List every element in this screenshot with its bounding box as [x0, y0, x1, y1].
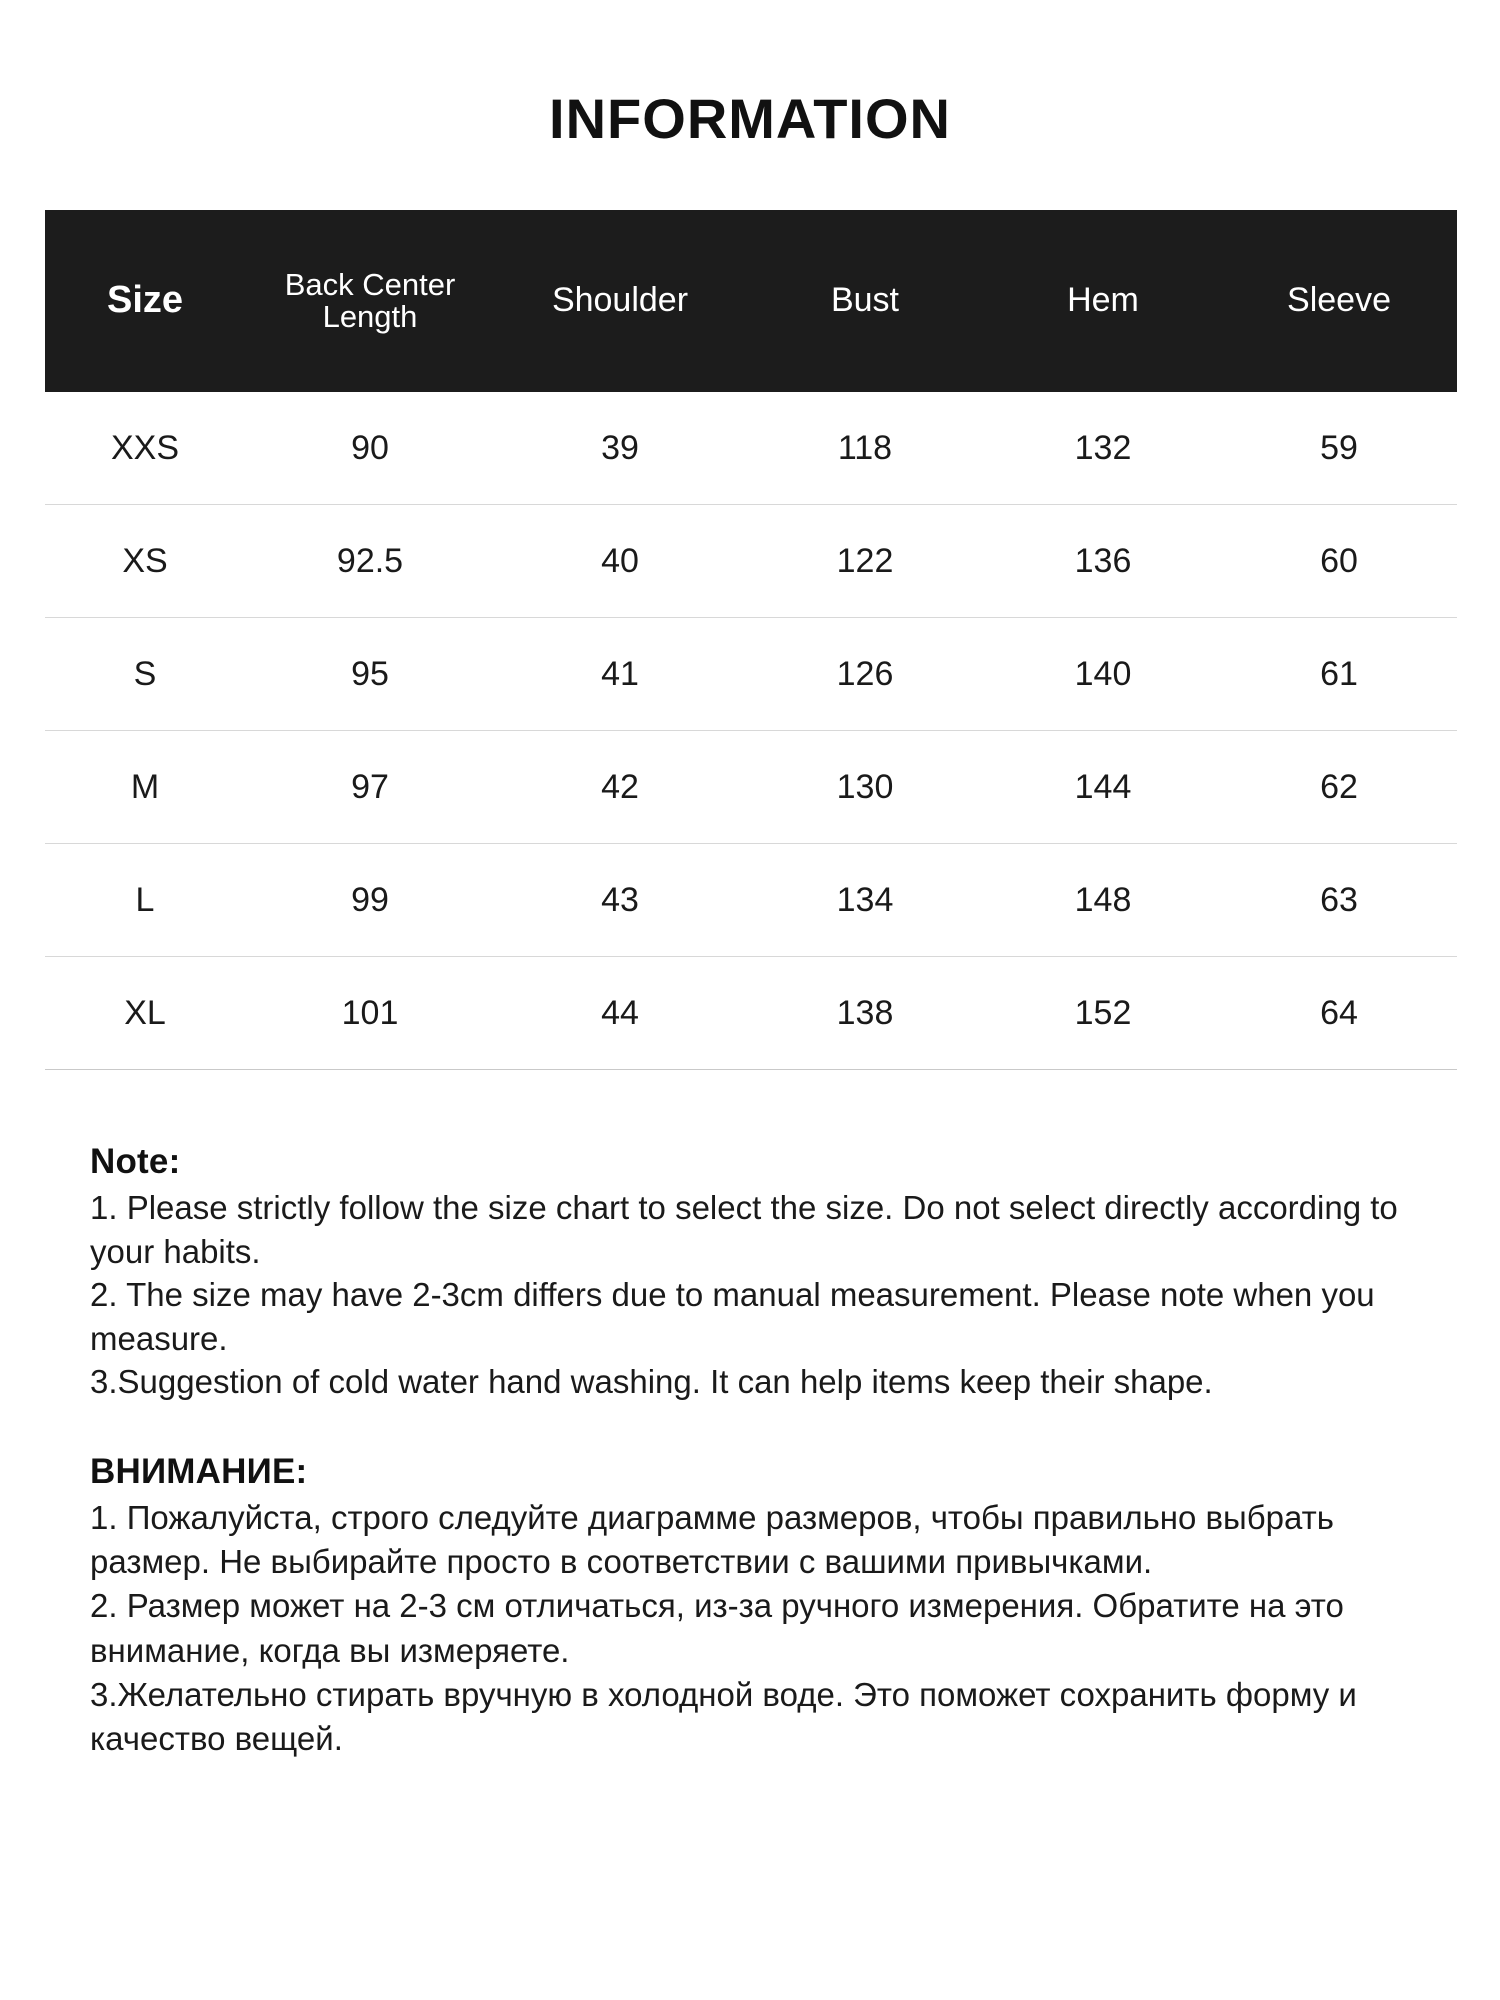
table-cell-measurement: 60 — [1221, 505, 1457, 618]
column-header-bust: Bust — [745, 210, 985, 392]
table-cell-measurement: 41 — [495, 618, 745, 731]
table-cell-size: XS — [45, 505, 245, 618]
table-cell-measurement: 118 — [745, 392, 985, 505]
column-header-back-center-length-line2: Length — [322, 299, 418, 335]
table-cell-measurement: 59 — [1221, 392, 1457, 505]
table-cell-measurement: 43 — [495, 844, 745, 957]
notes-russian-line-1: 1. Пожалуйста, строго следуйте диаграмме размеров, чтобы правильно выбрать размер. Не выбирайте просто в соответствии с вашими привычками. — [90, 1498, 1334, 1581]
table-cell-measurement: 40 — [495, 505, 745, 618]
table-cell-measurement: 140 — [985, 618, 1221, 731]
table-row — [45, 844, 1457, 957]
table-cell-measurement: 64 — [1221, 957, 1457, 1070]
table-cell-measurement: 122 — [745, 505, 985, 618]
table-cell-measurement: 136 — [985, 505, 1221, 618]
table-cell-measurement: 152 — [985, 957, 1221, 1070]
table-cell-measurement: 130 — [745, 731, 985, 844]
table-cell-size: XL — [45, 957, 245, 1070]
table-cell-measurement: 62 — [1221, 731, 1457, 844]
table-row — [45, 957, 1457, 1070]
column-header-hem: Hem — [985, 210, 1221, 392]
table-cell-measurement: 126 — [745, 618, 985, 731]
table-cell-measurement: 148 — [985, 844, 1221, 957]
table-header — [45, 210, 1457, 392]
column-header-shoulder: Shoulder — [495, 210, 745, 392]
table-cell-measurement: 138 — [745, 957, 985, 1070]
column-header-back-center-length-line1: Back Center — [284, 266, 456, 302]
table-cell-measurement: 97 — [245, 731, 495, 844]
notes-russian-line-3: 3.Желательно стирать вручную в холодной воде. Это поможет сохранить форму и качество вещей. — [90, 1675, 1357, 1758]
column-header-sleeve: Sleeve — [1221, 210, 1457, 392]
table-cell-measurement: 95 — [245, 618, 495, 731]
table-header-row — [45, 210, 1457, 392]
table-cell-measurement: 99 — [245, 844, 495, 957]
table-cell-measurement: 63 — [1221, 844, 1457, 957]
size-chart-table — [45, 210, 1457, 1070]
notes-english-line-1: 1. Please strictly follow the size chart to select the size. Do not select directly according to your habits. — [90, 1189, 1398, 1270]
table-cell-measurement: 39 — [495, 392, 745, 505]
notes-english-line-2: 2. The size may have 2-3cm differs due to manual measurement. Please note when you measure. — [90, 1276, 1375, 1357]
table-cell-size: M — [45, 731, 245, 844]
notes-english — [90, 1142, 1410, 1404]
table-cell-size: XXS — [45, 392, 245, 505]
notes-english-heading: Note: — [90, 1142, 181, 1182]
size-chart-container — [45, 210, 1455, 1070]
notes-english-line-3: 3.Suggestion of cold water hand washing. It can help items keep their shape. — [90, 1363, 1213, 1401]
table-cell-measurement: 61 — [1221, 618, 1457, 731]
table-row — [45, 392, 1457, 505]
table-cell-measurement: 42 — [495, 731, 745, 844]
column-header-size: Size — [45, 210, 245, 392]
table-body — [45, 392, 1457, 1070]
table-cell-measurement: 44 — [495, 957, 745, 1070]
table-cell-measurement: 134 — [745, 844, 985, 957]
table-row — [45, 731, 1457, 844]
table-cell-size: L — [45, 844, 245, 957]
table-cell-measurement: 92.5 — [245, 505, 495, 618]
table-cell-measurement: 144 — [985, 731, 1221, 844]
table-cell-size: S — [45, 618, 245, 731]
notes-russian-heading: ВНИМАНИЕ: — [90, 1451, 308, 1491]
table-row — [45, 505, 1457, 618]
table-cell-measurement: 90 — [245, 392, 495, 505]
table-row — [45, 618, 1457, 731]
table-cell-measurement: 101 — [245, 957, 495, 1070]
notes-russian — [90, 1452, 1410, 1761]
page-title: INFORMATION — [549, 87, 951, 150]
notes-section — [45, 1142, 1455, 1761]
notes-russian-line-2: 2. Размер может на 2-3 см отличаться, из-за ручного измерения. Обратите на это внимание, когда вы измеряете. — [90, 1587, 1344, 1669]
column-header-back-center-length — [245, 210, 495, 392]
table-cell-measurement: 132 — [985, 392, 1221, 505]
